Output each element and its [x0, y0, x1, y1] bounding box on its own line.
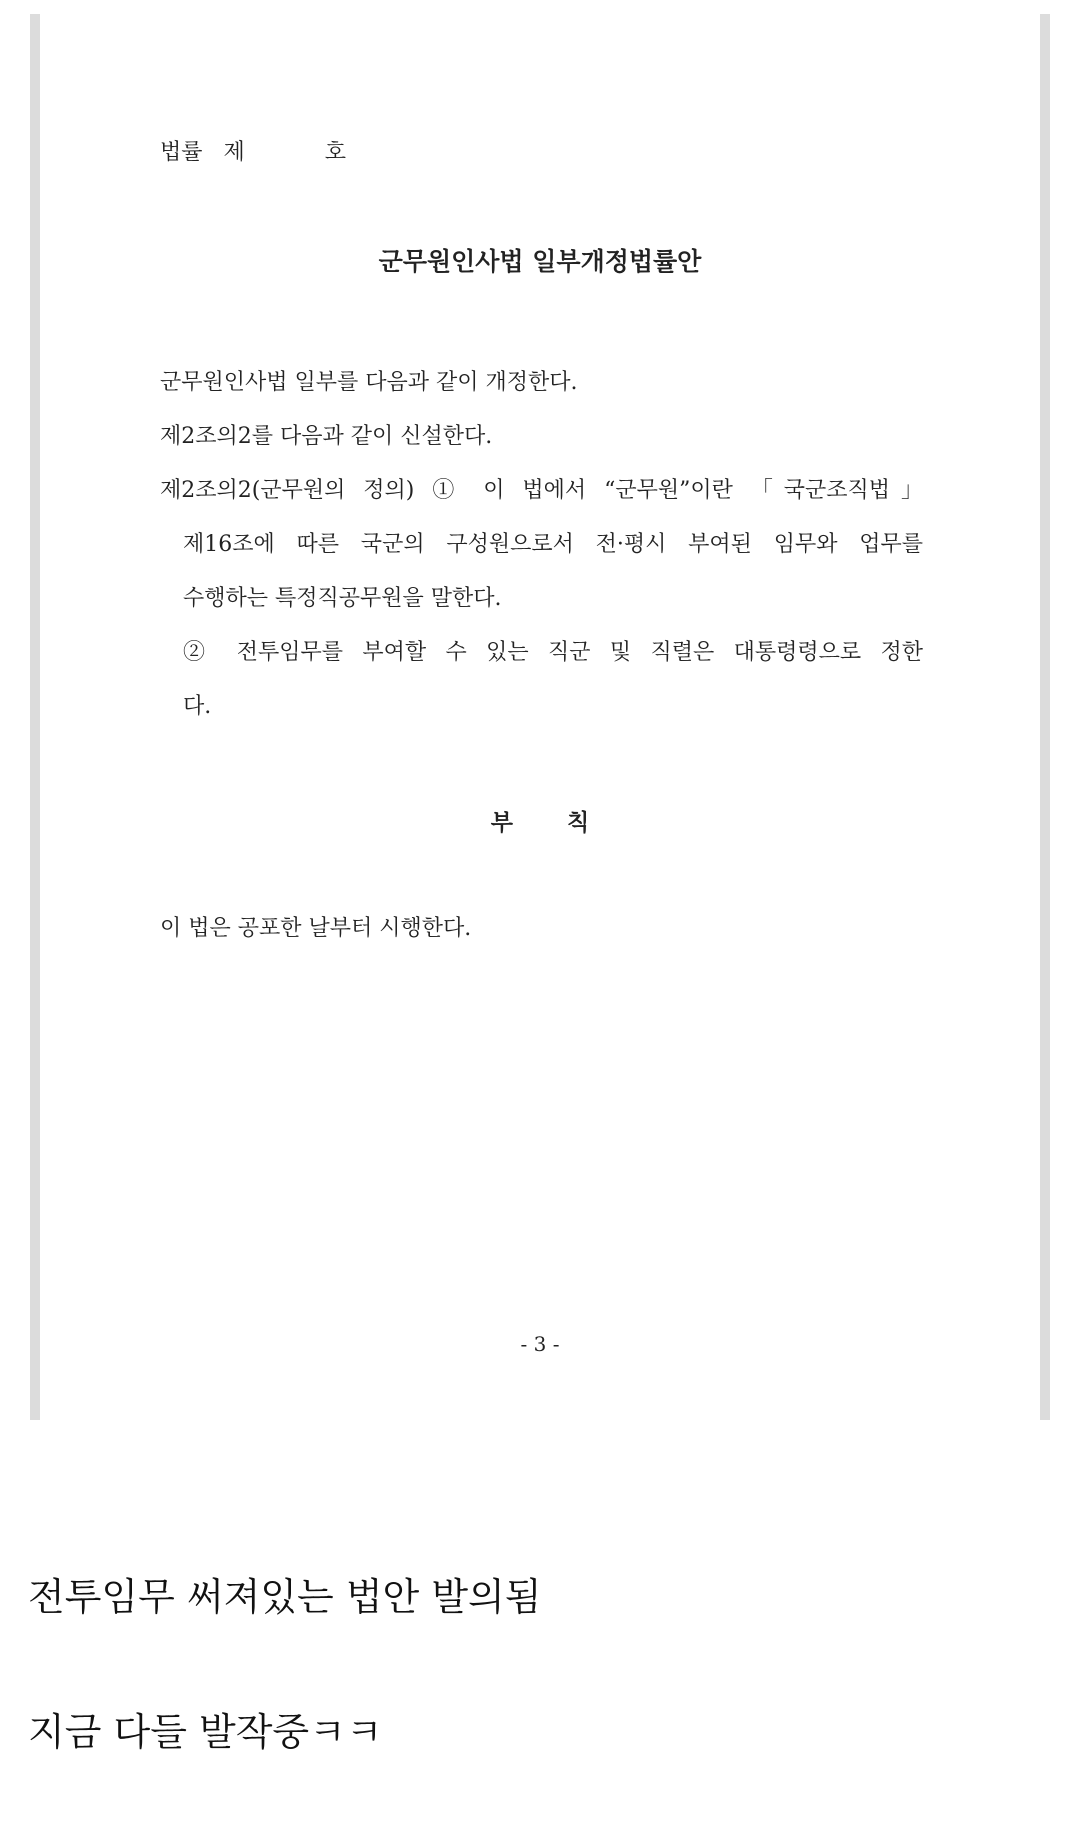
page-left-border: [30, 14, 40, 1420]
article-line-4: ② 전투임무를 부여할 수 있는 직군 및 직렬은 대통령령으로 정한: [183, 640, 923, 665]
post-caption-1: 전투임무 써져있는 법안 발의됨: [28, 1575, 542, 1619]
law-number-line: [160, 142, 346, 164]
article-line-1: 제2조의2(군무원의 정의) ① 이 법에서 “군무원”이란 「국군조직법」: [160, 478, 923, 503]
law-number-suffix: 호: [324, 140, 347, 165]
bill-title: 군무원인사법 일부개정법률안: [378, 247, 702, 276]
page-number: - 3 -: [520, 1332, 560, 1356]
document-page: [30, 14, 1050, 1420]
law-number-prefix: 법률 제: [160, 140, 245, 165]
supplementary-provisions-heading: 부칙: [490, 809, 644, 836]
post-caption-2: 지금 다들 발작중ㅋㅋ: [28, 1710, 383, 1754]
article-line-2: 제16조에 따른 국군의 구성원으로서 전·평시 부여된 임무와 업무를: [183, 532, 923, 557]
article-line-5: 다.: [183, 694, 212, 719]
amendment-intro: 군무원인사법 일부를 다음과 같이 개정한다.: [160, 370, 578, 395]
page-right-border: [1040, 14, 1050, 1420]
new-article-notice: 제2조의2를 다음과 같이 신설한다.: [160, 424, 493, 449]
supplementary-provisions-text: 이 법은 공포한 날부터 시행한다.: [160, 916, 472, 941]
article-line-3: 수행하는 특정직공무원을 말한다.: [183, 586, 502, 611]
